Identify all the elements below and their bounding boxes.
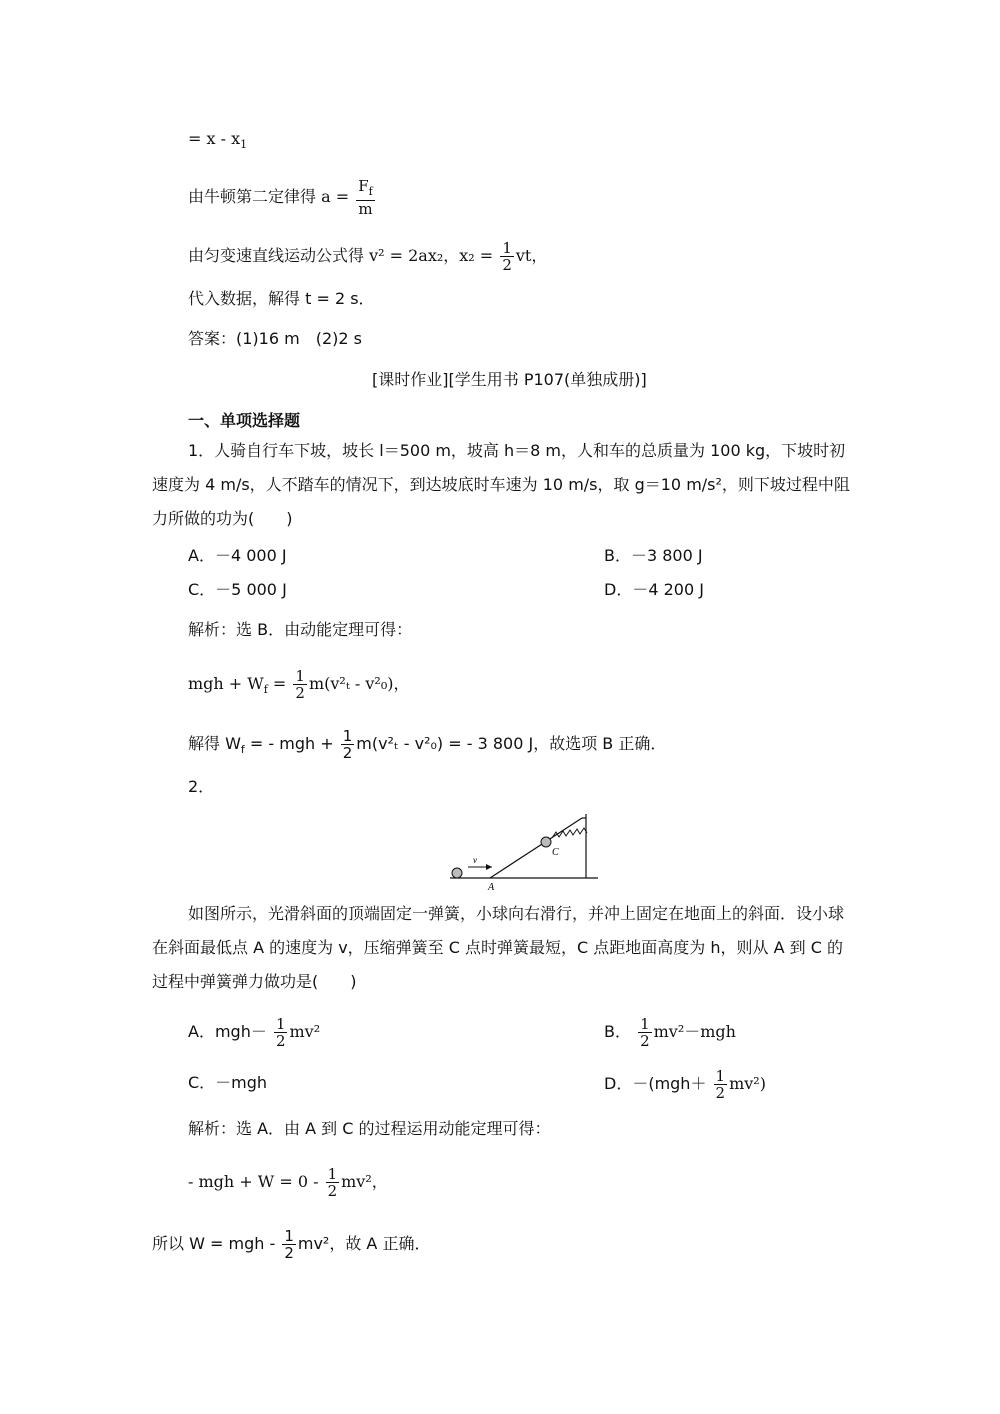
denominator: 2 xyxy=(502,256,512,274)
formula: a = xyxy=(321,187,350,206)
point-A-label: A xyxy=(488,882,495,890)
q2-option-d xyxy=(604,1068,766,1101)
numerator: F xyxy=(358,177,369,195)
formula-tail: m(v²ₜ - v²₀)， xyxy=(308,674,410,693)
text: 由匀变速直线运动公式得 xyxy=(188,246,370,265)
q2-option-c: C．－mgh xyxy=(188,1073,268,1092)
question-1-text: 1．人骑自行车下坡，坡长 l＝500 m，坡高 h＝8 m，人和车的总质量为 100 kg，下坡时初速度为 4 m/s，人不踏车的情况下，到达坡底时车速为 10 m/s，取 g＝10 m/s²，则下坡过程中阻力所做的功为( ) xyxy=(152,441,850,528)
q1-equation-2 xyxy=(188,728,666,761)
spring xyxy=(552,828,587,838)
formula-tail: mv²， xyxy=(341,1172,388,1191)
numerator: 1 xyxy=(342,727,353,745)
q1-equation-1 xyxy=(188,668,409,701)
formula-tail: m(v²ₜ - v²₀) = - 3 800 J，故选项 B 正确． xyxy=(356,734,667,753)
q1-option-b: B．－3 800 J xyxy=(604,546,703,565)
text: 由牛顿第二定律得 xyxy=(188,187,322,206)
denominator: 2 xyxy=(284,1244,294,1262)
ball-at-bottom xyxy=(452,868,462,878)
numerator: 1 xyxy=(640,1015,650,1033)
incline-spring-figure xyxy=(448,812,600,890)
fraction xyxy=(274,1016,288,1049)
q2-equation-2 xyxy=(152,1228,430,1261)
point-C-label: C xyxy=(552,847,559,858)
formula-tail: mv²，故 A 正确． xyxy=(297,1234,431,1253)
numerator: 1 xyxy=(275,1015,286,1033)
fraction xyxy=(293,668,307,701)
q1-solution-title: 解析：选 B．由动能定理可得： xyxy=(188,620,413,639)
formula: - mgh + W = 0 - xyxy=(188,1172,319,1191)
subscript: 1 xyxy=(240,138,248,152)
option-text: A．mgh－ xyxy=(188,1022,267,1041)
subscript: f xyxy=(263,683,268,697)
q2-equation-1 xyxy=(188,1166,388,1199)
option-tail: mv²) xyxy=(729,1074,766,1093)
fraction xyxy=(341,728,355,761)
formula: v² = 2ax₂，x₂ = xyxy=(369,246,494,265)
section-header: [课时作业][学生用书 P107(单独成册)] xyxy=(372,370,647,389)
subscript: f xyxy=(240,743,245,757)
answer-line: 答案：(1)16 m (2)2 s xyxy=(188,329,362,348)
option-text: D．－(mgh＋ xyxy=(604,1074,707,1093)
numerator: 1 xyxy=(715,1067,726,1085)
q1-option-d: D．－4 200 J xyxy=(604,580,704,599)
denominator: m xyxy=(358,200,373,218)
part-title: 一、单项选择题 xyxy=(188,411,301,430)
numerator: 1 xyxy=(327,1165,338,1183)
denominator: 2 xyxy=(342,744,353,762)
formula-mid: = - mgh + xyxy=(244,734,334,753)
q1-option-a: A．－4 000 J xyxy=(188,546,287,565)
question-2-number: 2． xyxy=(188,777,215,796)
formula: 所以 W = mgh - xyxy=(152,1234,276,1253)
newton-second-law-line xyxy=(188,178,377,217)
formula-tail: vt， xyxy=(515,246,548,265)
q2-option-b xyxy=(604,1016,736,1049)
fraction xyxy=(326,1166,340,1199)
option-text: B． xyxy=(604,1022,631,1041)
question-2-text: 如图所示，光滑斜面的顶端固定一弹簧，小球向右滑行，并冲上固定在地面上的斜面．设小球在斜面最低点 A 的速度为 v，压缩弹簧至 C 点时弹簧最短，C 点距地面高度为 h，则从 A 到 C 的过程中弹簧弹力做功是( ) xyxy=(152,904,845,991)
kinematics-line xyxy=(188,240,547,273)
numerator: 1 xyxy=(295,667,305,685)
q1-option-c: C．－5 000 J xyxy=(188,580,287,599)
fraction xyxy=(356,178,375,217)
formula-text: = x - x xyxy=(188,129,241,148)
fraction xyxy=(638,1016,652,1049)
fraction xyxy=(714,1068,728,1101)
velocity-label: v xyxy=(473,855,477,865)
denominator: 2 xyxy=(327,1182,338,1200)
equals: = xyxy=(267,674,287,693)
numerator: 1 xyxy=(502,239,512,257)
denominator: 2 xyxy=(275,1032,286,1050)
q2-solution-title: 解析：选 A．由 A 到 C 的过程运用动能定理可得： xyxy=(188,1119,551,1138)
subscript: f xyxy=(368,185,373,198)
ball-at-C xyxy=(541,837,551,847)
denominator: 2 xyxy=(715,1084,726,1102)
formula: mgh + W xyxy=(188,674,264,693)
option-tail: mv² xyxy=(289,1022,321,1041)
q2-option-a xyxy=(188,1016,320,1049)
fraction xyxy=(282,1228,296,1261)
fraction xyxy=(500,240,514,273)
denominator: 2 xyxy=(640,1032,650,1050)
denominator: 2 xyxy=(295,684,305,702)
solve-line: 代入数据，解得 t = 2 s． xyxy=(188,289,375,308)
formula-line-1 xyxy=(188,128,247,156)
option-tail: mv²－mgh xyxy=(653,1022,736,1041)
numerator: 1 xyxy=(284,1227,294,1245)
formula: 解得 W xyxy=(188,734,241,753)
